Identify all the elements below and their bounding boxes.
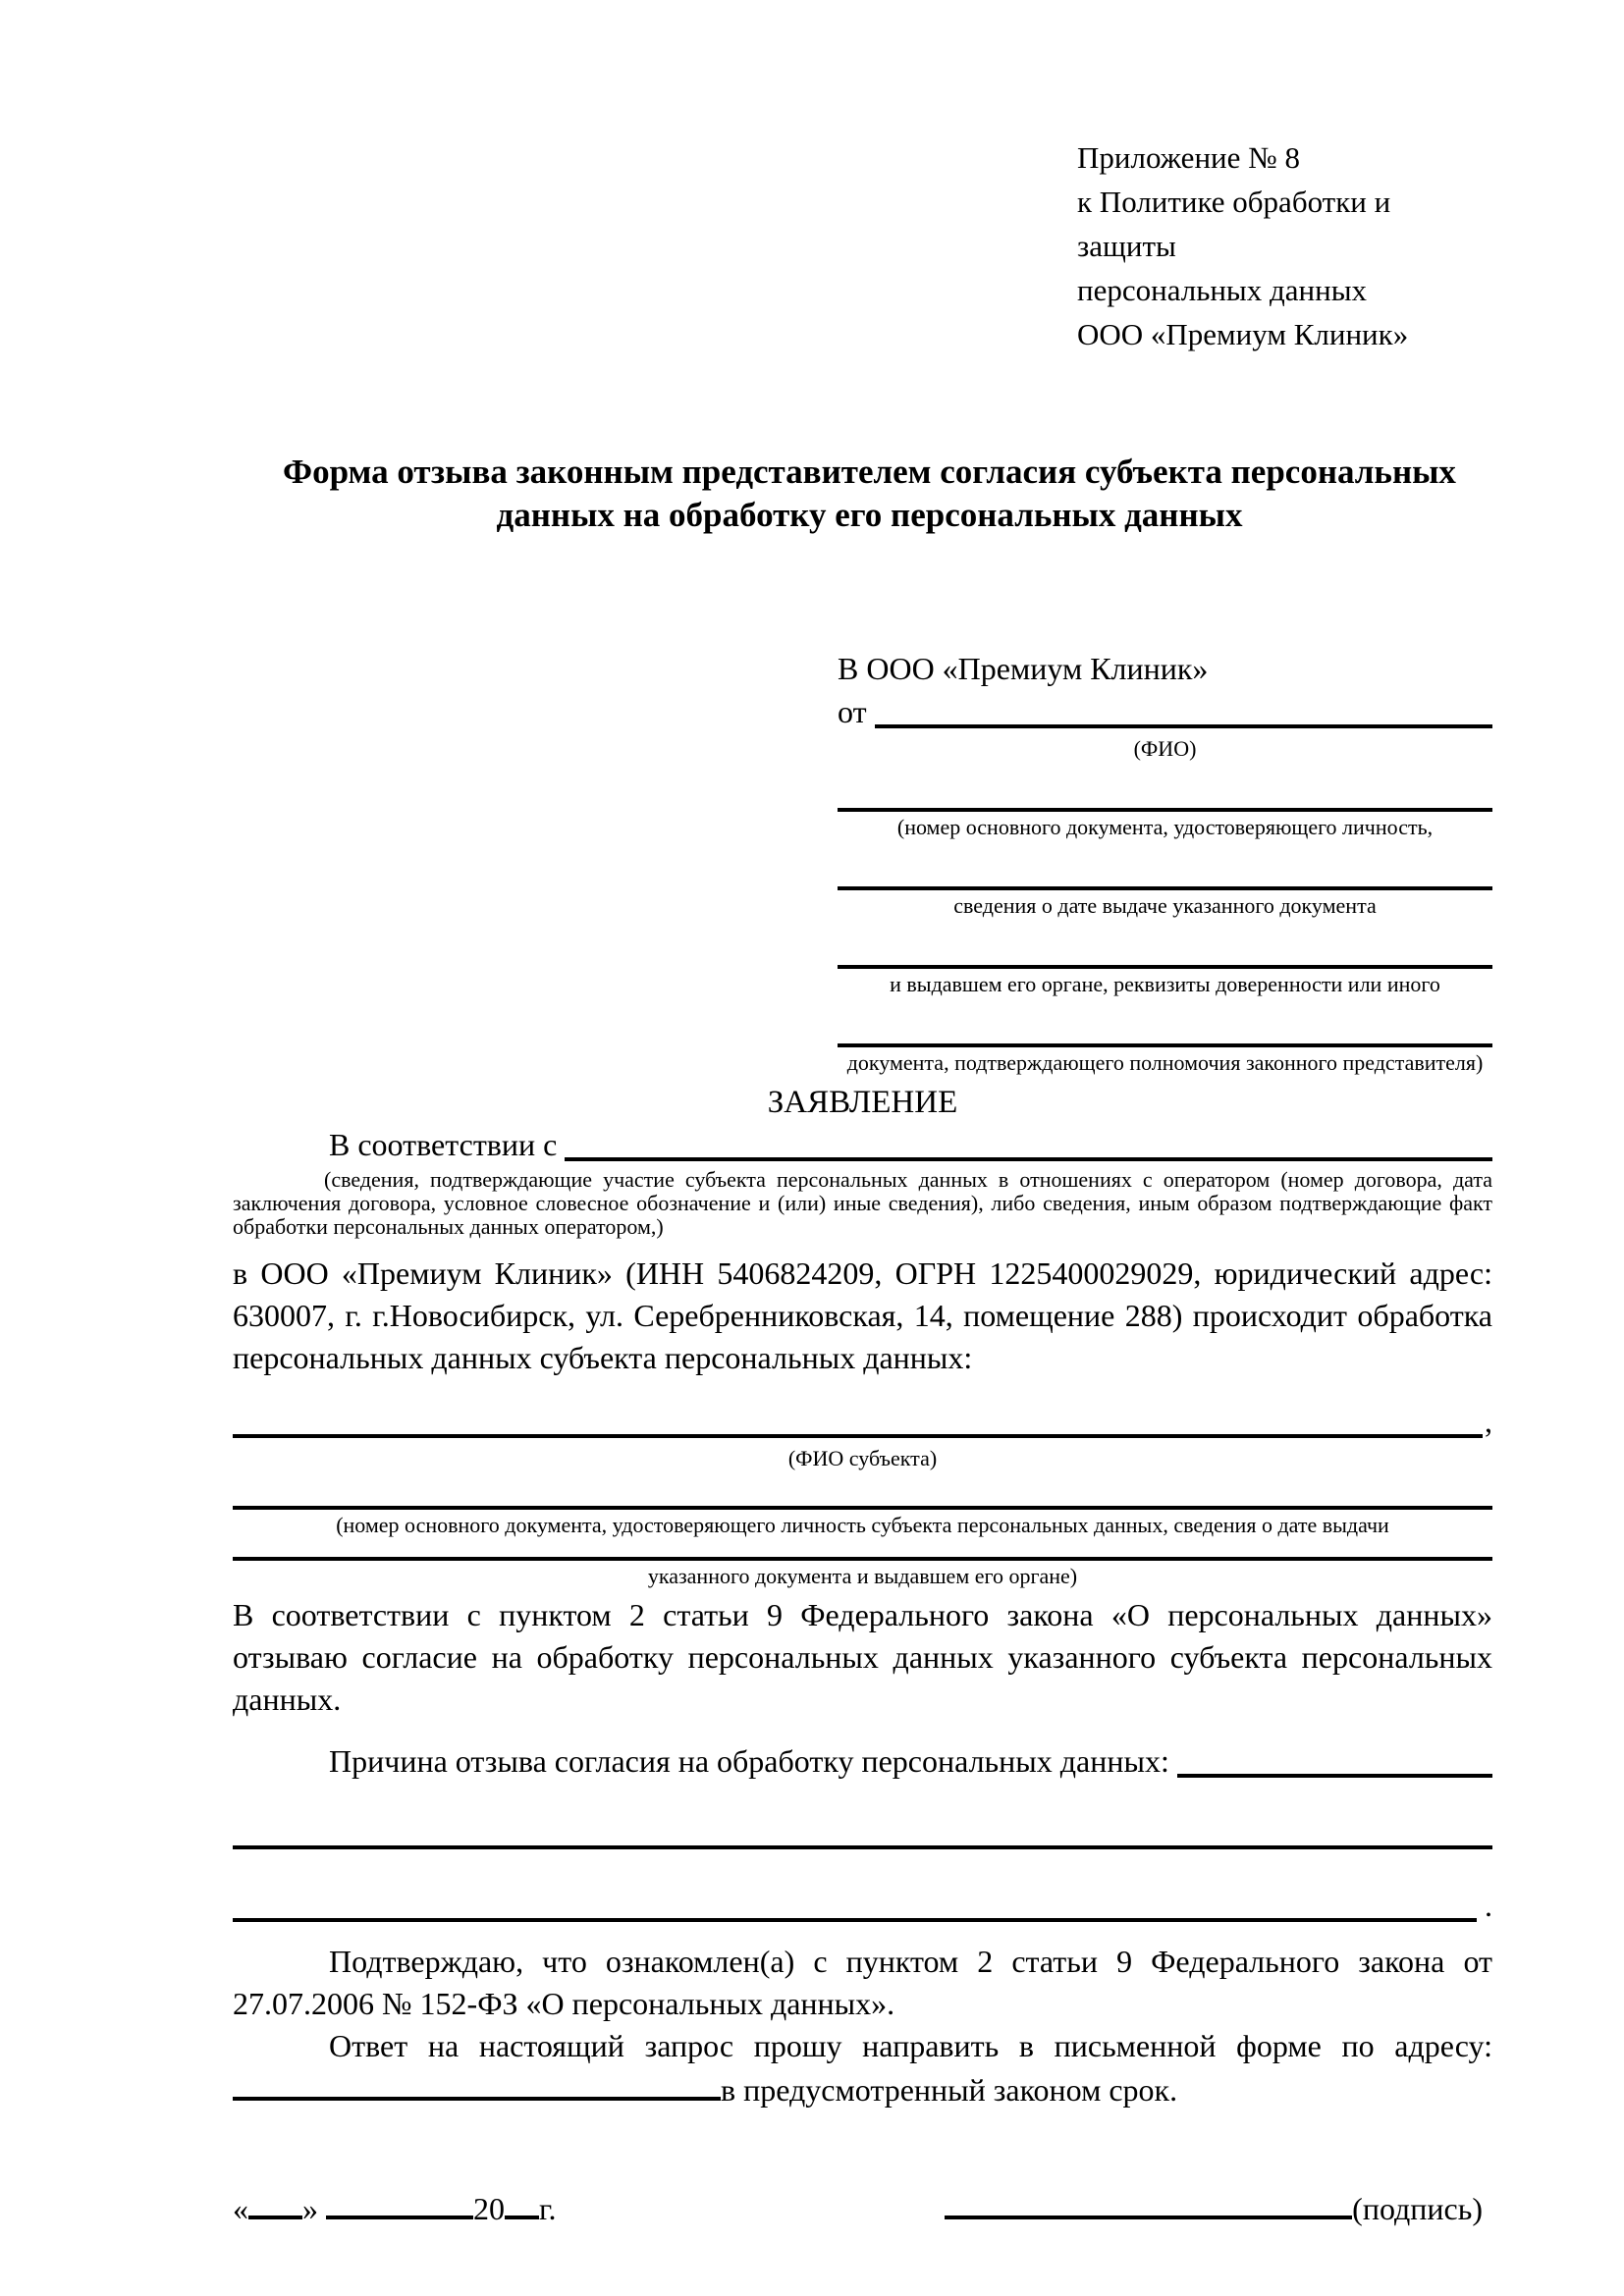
- signature-field: [945, 2186, 1483, 2230]
- doc-issuer-blank-line: [838, 965, 1492, 969]
- date-close-quote: »: [302, 2191, 318, 2226]
- withdraw-paragraph: В соответствии с пунктом 2 статьи 9 Федерального закона «О персональных данных» отзываю согласие на обработку персональных данных указанного субъекта персональных данных.: [233, 1597, 1492, 1717]
- from-blank-line: [875, 724, 1492, 728]
- reply-suffix: в предусмотренный законом срок.: [721, 2072, 1178, 2108]
- reason-blank-line-2: [233, 1845, 1492, 1849]
- doc-number-blank-line: [838, 808, 1492, 812]
- reply-address-blank-line: [233, 2067, 721, 2101]
- subject-doc-caption-2: указанного документа и выдавшем его органе): [647, 1564, 1078, 1588]
- signature-caption: (подпись): [1352, 2191, 1483, 2226]
- reply-paragraph: [233, 2025, 1492, 2111]
- appendix-line-4: ООО «Премиум Клиник»: [1077, 317, 1409, 351]
- in-accordance-row: [233, 1124, 1492, 1166]
- statement-heading: ЗАЯВЛЕНИЕ: [767, 1085, 958, 1120]
- in-accordance-blank-line: [565, 1157, 1492, 1161]
- recipient-block: [838, 647, 1492, 1075]
- subject-fio-row: [233, 1401, 1492, 1443]
- subject-doc-blank-line-1: [233, 1506, 1492, 1510]
- reason-period: .: [1485, 1888, 1492, 1923]
- reason-row: [233, 1740, 1492, 1783]
- reason-blank-line-3: [233, 1918, 1477, 1922]
- date-open-quote: «: [233, 2191, 248, 2226]
- appendix-header: [1077, 135, 1492, 356]
- year-suffix: г.: [539, 2191, 557, 2226]
- appendix-line-3: персональных данных: [1077, 273, 1368, 307]
- reason-label: Причина отзыва согласия на обработку персональных данных:: [329, 1743, 1169, 1779]
- fio-caption: (ФИО): [1133, 736, 1197, 761]
- subject-fio-comma: ,: [1485, 1404, 1492, 1439]
- year-blank-line: [505, 2186, 539, 2219]
- recipient-organization: В ООО «Премиум Клиник»: [838, 651, 1209, 686]
- authority-doc-caption: документа, подтверждающего полномочия законного представителя): [846, 1050, 1484, 1075]
- appendix-line-1: Приложение № 8: [1077, 140, 1300, 175]
- signature-blank-line: [945, 2186, 1352, 2219]
- footer-row: [233, 2186, 1492, 2230]
- reason-blank-line: [1177, 1774, 1492, 1778]
- doc-number-caption: (номер основного документа, удостоверяющего личность,: [896, 815, 1434, 839]
- fine-print-note: (сведения, подтверждающие участие субъекта персональных данных в отношениях с оператором (номер договора, дата заключения договора, условное словесное обозначение и (или) иные сведения), либо сведения, иным образом подтверждающие факт обработки персональных данных оператором,): [233, 1167, 1492, 1239]
- operator-paragraph: в ООО «Премиум Клиник» (ИНН 5406824209, ОГРН 1225400029029, юридический адрес: 630007, г. г.Новосибирск, ул. Серебренниковская, 14, помещение 288) происходит обработка персональных данных субъекта персональных данных:: [233, 1255, 1492, 1375]
- doc-issue-date-caption: сведения о дате выдаче указанного документа: [953, 893, 1377, 918]
- document-title: Форма отзыва законным представителем согласия субъекта персональных данных на обработку его персональных данных: [283, 453, 1456, 534]
- year-prefix: 20: [473, 2191, 505, 2226]
- doc-issue-date-blank-line: [838, 886, 1492, 890]
- appendix-line-2: к Политике обработки и защиты: [1077, 185, 1391, 263]
- from-row: [838, 690, 1492, 733]
- reply-label: Ответ на настоящий запрос прошу направить в письменной форме по адресу:: [329, 2028, 1492, 2063]
- subject-doc-caption-1: (номер основного документа, удостоверяющего личность субъекта персональных данных, сведения о дате выдачи: [336, 1513, 1389, 1537]
- reason-row-3: [233, 1885, 1492, 1927]
- day-blank-line: [248, 2186, 302, 2219]
- from-label: от: [838, 694, 867, 729]
- confirm-paragraph: Подтверждаю, что ознакомлен(а) с пунктом 2 статьи 9 Федерального закона от 27.07.2006 № 152-ФЗ «О персональных данных».: [233, 1944, 1492, 2021]
- date-field: [233, 2186, 557, 2230]
- subject-fio-blank-line: [233, 1434, 1483, 1438]
- in-accordance-label: В соответствии с: [329, 1127, 558, 1162]
- subject-fio-caption: (ФИО субъекта): [787, 1446, 938, 1470]
- subject-doc-blank-line-2: [233, 1557, 1492, 1561]
- month-blank-line: [326, 2186, 473, 2219]
- authority-doc-blank-line: [838, 1043, 1492, 1047]
- doc-issuer-caption: и выдавшем его органе, реквизиты доверенности или иного: [890, 972, 1440, 996]
